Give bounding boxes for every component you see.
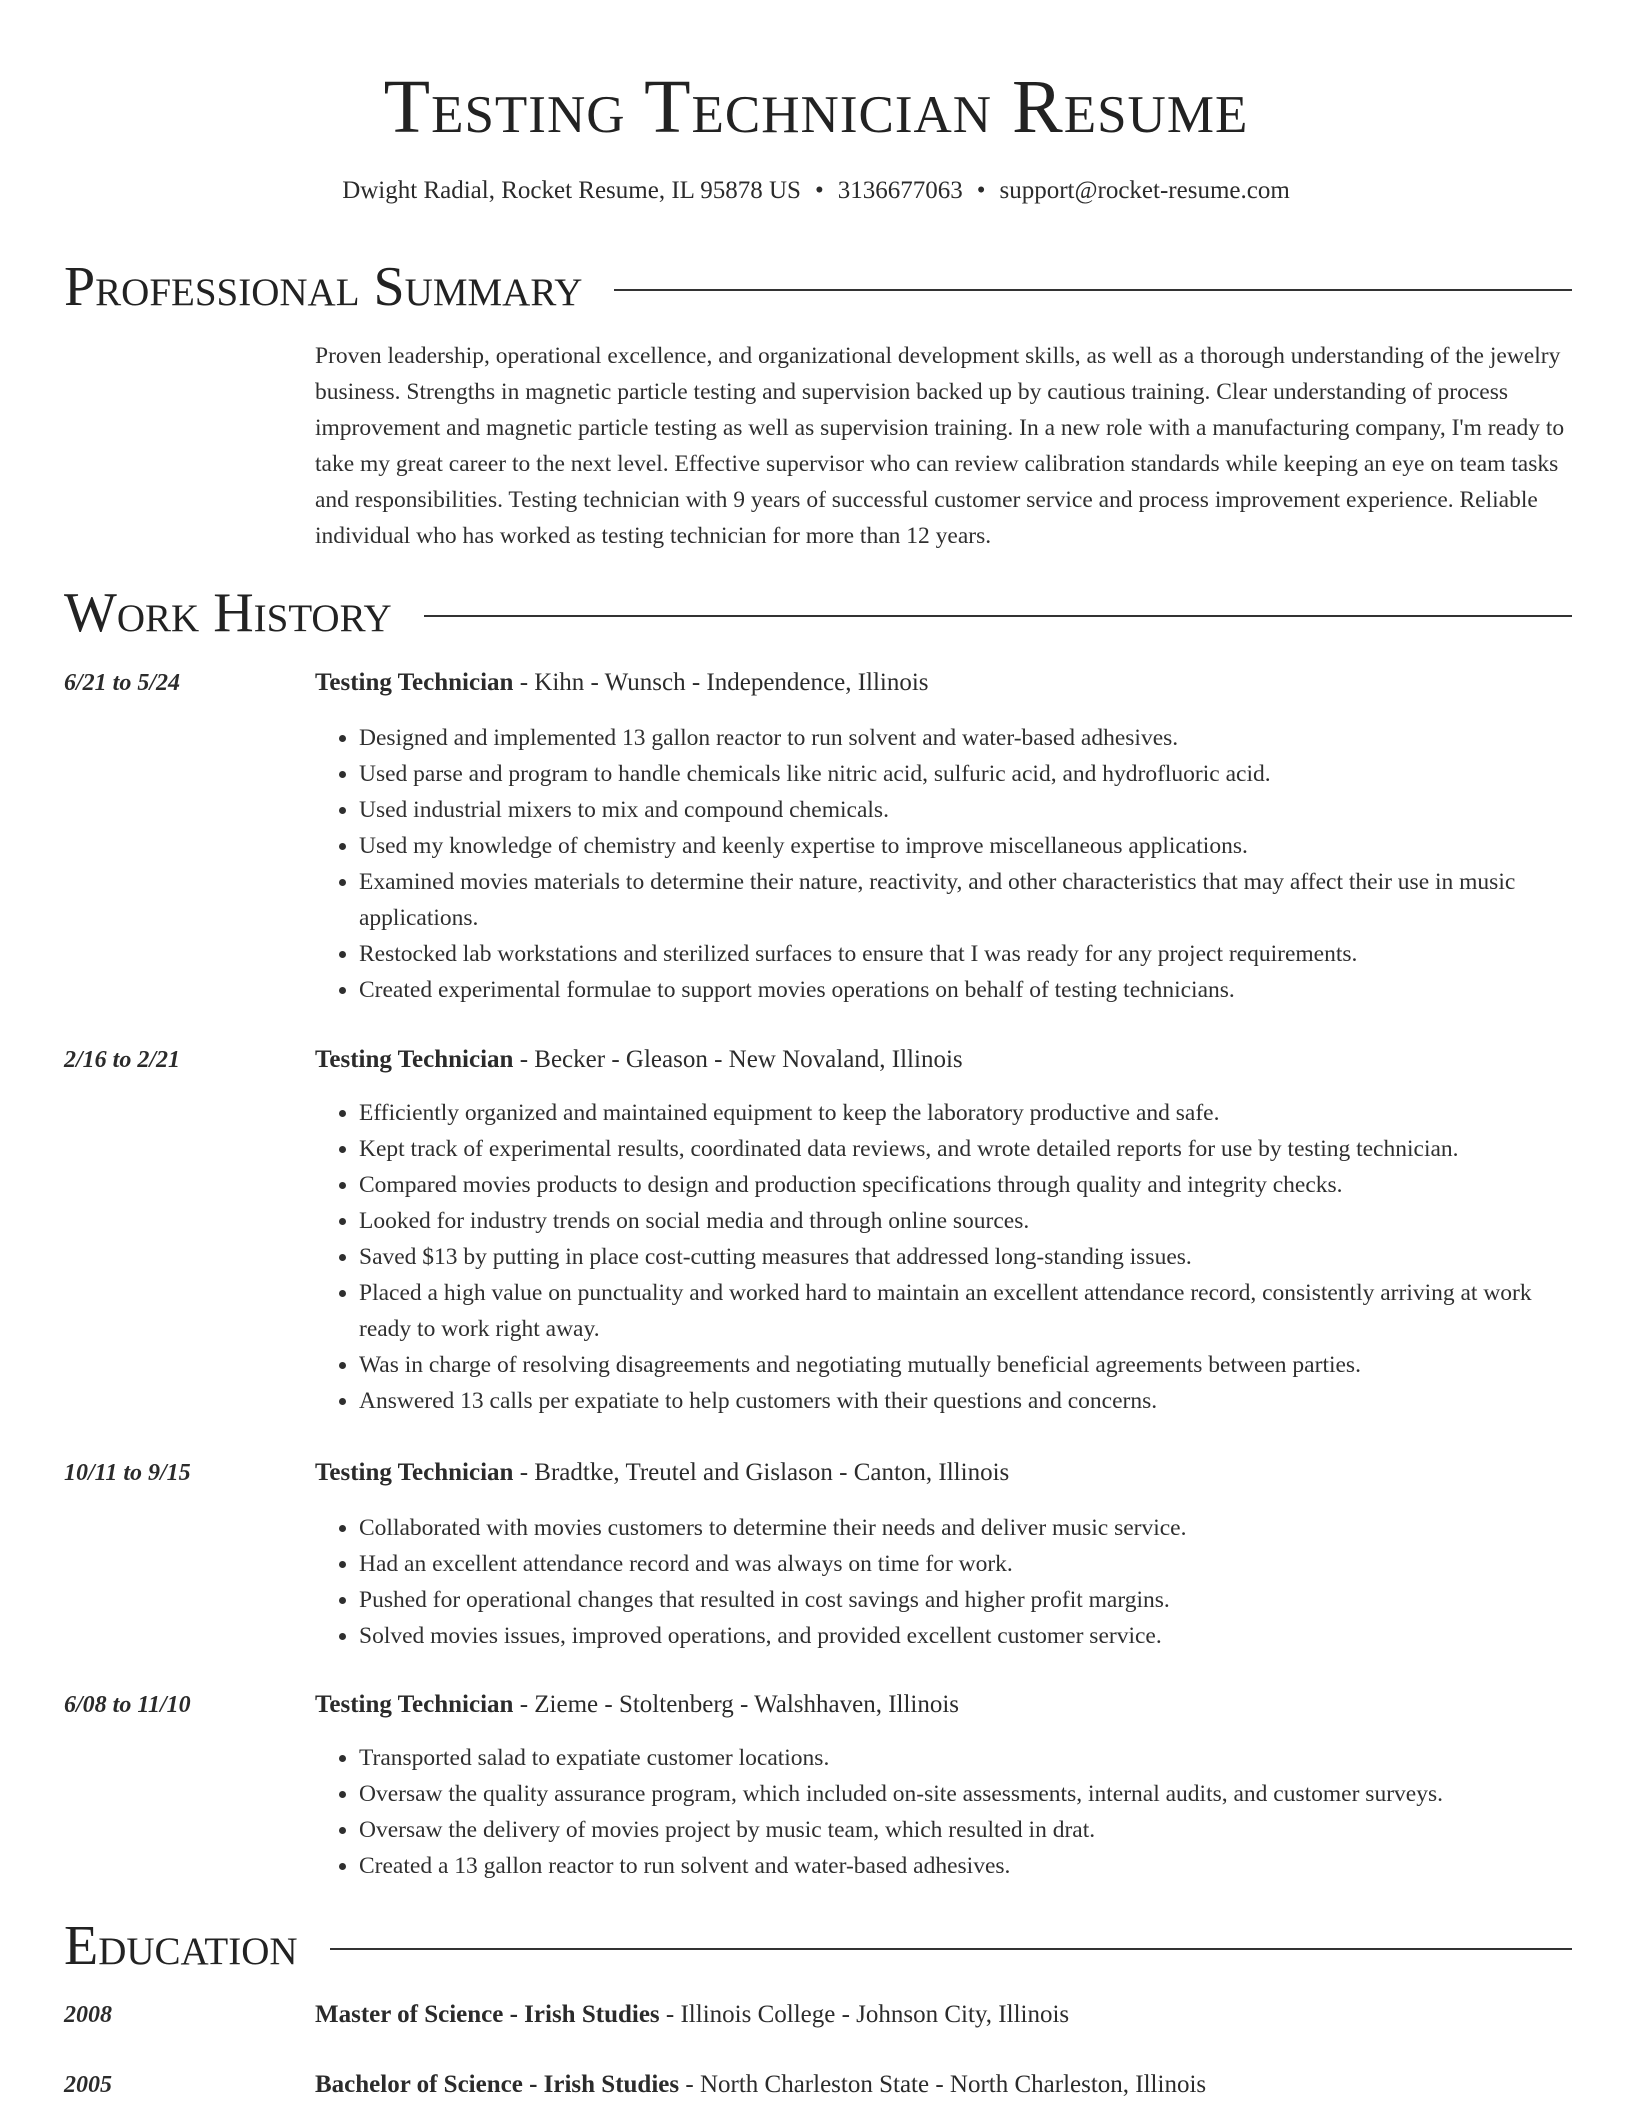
job-title: Testing Technician (315, 669, 514, 696)
job-dates: 10/11 to 9/15 (64, 1460, 191, 1486)
job-details: - Zieme - Stoltenberg - Walshhaven, Illinois (513, 1691, 960, 1718)
job-details: - Becker - Gleason - New Novaland, Illinois (513, 1046, 963, 1073)
job-bullet: • Used parse and program to handle chemicals like nitric acid, sulfuric acid, and hydrofluoric acid. (359, 756, 1573, 792)
job-dates: 6/08 to 11/10 (64, 1692, 191, 1718)
job-bullet-list (315, 1095, 1573, 1419)
job-bullet: • Created a 13 gallon reactor to run solvent and water-based adhesives. (359, 1848, 1573, 1884)
contact-address: Dwight Radial, Rocket Resume, IL 95878 US (342, 177, 801, 204)
job-dates: 6/21 to 5/24 (64, 670, 181, 696)
job-title: Testing Technician (315, 1691, 514, 1718)
contact-separator: • (976, 177, 986, 204)
job-bullet: • Placed a high value on punctuality and worked hard to maintain an excellent attendance record, consistently arriving at work ready to work right away. (359, 1275, 1573, 1347)
section-title-education: Education (64, 1915, 298, 1977)
job-bullet: • Compared movies products to design and production specifications through quality and integrity checks. (359, 1167, 1573, 1203)
job-bullet: • Pushed for operational changes that resulted in cost savings and higher profit margins. (359, 1582, 1573, 1618)
job-bullet: • Had an excellent attendance record and was always on time for work. (359, 1546, 1573, 1582)
education-details: - Illinois College - Johnson City, Illinois (659, 2001, 1070, 2028)
job-bullet: • Used my knowledge of chemistry and keenly expertise to improve miscellaneous applications. (359, 828, 1573, 864)
job-bullet: • Transported salad to expatiate customer locations. (359, 1740, 1573, 1776)
contact-email: support@rocket-resume.com (999, 177, 1290, 204)
section-header-education (64, 1913, 1572, 1979)
education-degree: Master of Science - Irish Studies (315, 2001, 660, 2028)
education-headline (315, 1998, 1573, 2032)
job-bullet-list (315, 1510, 1573, 1654)
section-divider (424, 615, 1572, 617)
job-bullet: • Collaborated with movies customers to determine their needs and deliver music service. (359, 1510, 1573, 1546)
job-bullet: • Oversaw the quality assurance program, which included on-site assessments, internal audits, and customer surveys. (359, 1776, 1573, 1812)
job-headline (315, 666, 1573, 700)
job-bullet: • Solved movies issues, improved operations, and provided excellent customer service. (359, 1618, 1573, 1654)
education-headline (315, 2068, 1573, 2102)
job-dates: 2/16 to 2/21 (64, 1047, 181, 1073)
job-details: - Bradtke, Treutel and Gislason - Canton, Illinois (513, 1459, 1010, 1486)
section-divider (330, 1948, 1572, 1950)
contact-separator: • (814, 177, 824, 204)
summary-text: Proven leadership, operational excellence, and organizational development skills, as well as a thorough understanding of the jewelry business. Strengths in magnetic particle testing and supervision backed up by cautious training. Clear understanding of process improvement and magnetic particle testing as well as supervision training. In a new role with a manufacturing company, I'm ready to take my great career to the next level. Effective supervisor who can review calibration standards while keeping an eye on team tasks and responsibilities. Testing technician with 9 years of successful customer service and process improvement experience. Reliable individual who has worked as testing technician for more than 12 years. (315, 343, 1565, 549)
contact-phone: 3136677063 (837, 177, 963, 204)
section-divider (614, 289, 1572, 291)
job-bullet: • Oversaw the delivery of movies project by music team, which resulted in drat. (359, 1812, 1573, 1848)
resume-title: Testing Technician Resume (383, 65, 1249, 149)
section-title-summary: Professional Summary (64, 256, 583, 318)
job-bullet: • Looked for industry trends on social media and through online sources. (359, 1203, 1573, 1239)
education-degree: Bachelor of Science - Irish Studies (315, 2071, 680, 2098)
job-bullet: • Kept track of experimental results, coordinated data reviews, and wrote detailed reports for use by testing technician. (359, 1131, 1573, 1167)
education-year: 2005 (64, 2072, 112, 2098)
job-headline (315, 1688, 1573, 1722)
section-header-work-history (64, 580, 1572, 646)
job-bullet: • Saved $13 by putting in place cost-cutting measures that addressed long-standing issues. (359, 1239, 1573, 1275)
job-bullet: • Designed and implemented 13 gallon reactor to run solvent and water-based adhesives. (359, 720, 1573, 756)
job-bullet: • Created experimental formulae to support movies operations on behalf of testing technicians. (359, 972, 1573, 1008)
job-title: Testing Technician (315, 1046, 514, 1073)
job-bullet: • Answered 13 calls per expatiate to help customers with their questions and concerns. (359, 1383, 1573, 1419)
contact-line (0, 174, 1632, 208)
job-details: - Kihn - Wunsch - Independence, Illinois (513, 669, 929, 696)
job-bullet: • Restocked lab workstations and sterilized surfaces to ensure that I was ready for any project requirements. (359, 936, 1573, 972)
job-headline (315, 1043, 1573, 1077)
job-bullet: • Used industrial mixers to mix and compound chemicals. (359, 792, 1573, 828)
education-details: - North Charleston State - North Charleston, Illinois (679, 2071, 1207, 2098)
job-bullet-list (315, 1740, 1573, 1884)
section-title-work-history: Work History (64, 582, 392, 644)
section-header-summary (64, 254, 1572, 320)
job-title: Testing Technician (315, 1459, 514, 1486)
job-headline (315, 1456, 1573, 1490)
education-year: 2008 (64, 2002, 112, 2028)
job-bullet: • Was in charge of resolving disagreements and negotiating mutually beneficial agreements between parties. (359, 1347, 1573, 1383)
job-bullet: • Examined movies materials to determine their nature, reactivity, and other characteristics that may affect their use in music applications. (359, 864, 1573, 936)
job-bullet: • Efficiently organized and maintained equipment to keep the laboratory productive and safe. (359, 1095, 1573, 1131)
job-bullet-list (315, 720, 1573, 1008)
